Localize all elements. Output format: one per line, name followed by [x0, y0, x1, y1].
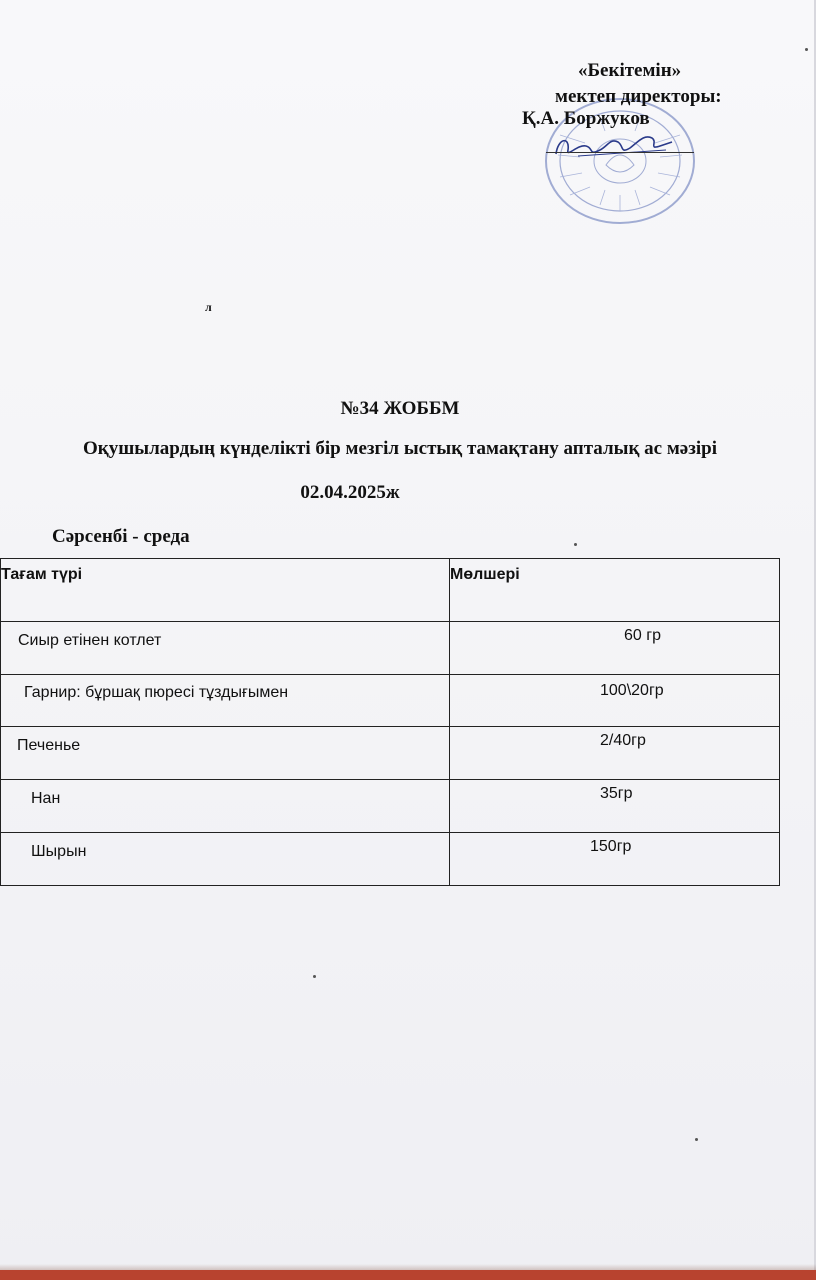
table-header-row [1, 559, 780, 622]
dish-name: Шырын [1, 833, 450, 886]
approval-line-2: мектеп директоры: [555, 86, 722, 107]
speck [313, 975, 316, 978]
approval-line-1: «Бекітемін» [578, 60, 682, 81]
menu-table [0, 558, 780, 886]
table-row [1, 675, 780, 727]
signature-line [546, 152, 694, 153]
speck [695, 1138, 698, 1141]
dish-amount: 60 гр [450, 622, 780, 675]
dish-amount: 150гр [450, 833, 780, 886]
dish-name: Печенье [1, 727, 450, 780]
weekday-label: Сәрсенбі - среда [52, 526, 190, 547]
table-row [1, 622, 780, 675]
header-amount: Мөлшері [450, 559, 780, 622]
dish-amount: 35гр [450, 780, 780, 833]
school-name: №34 ЖОББМ [340, 398, 460, 419]
table-row [1, 780, 780, 833]
stray-mark: л [205, 300, 212, 314]
dish-name: Гарнир: бұршақ пюресі тұздығымен [1, 675, 450, 727]
table-row [1, 833, 780, 886]
table-row [1, 727, 780, 780]
speck [805, 48, 808, 51]
dish-name: Сиыр етінен котлет [1, 622, 450, 675]
document-title: Оқушылардың күнделікті бір мезгіл ыстық тамақтану апталық ас мәзірі [83, 438, 717, 459]
dish-name: Нан [1, 780, 450, 833]
document-date: 02.04.2025ж [300, 482, 400, 503]
header-dish-type: Тағам түрі [1, 559, 450, 622]
director-signature [548, 128, 678, 162]
dish-amount: 100\20гр [450, 675, 780, 727]
approval-director-name: Қ.А. Боржуков [522, 108, 650, 129]
bottom-edge-strip [0, 1270, 816, 1280]
dish-amount: 2/40гр [450, 727, 780, 780]
speck [574, 543, 577, 546]
